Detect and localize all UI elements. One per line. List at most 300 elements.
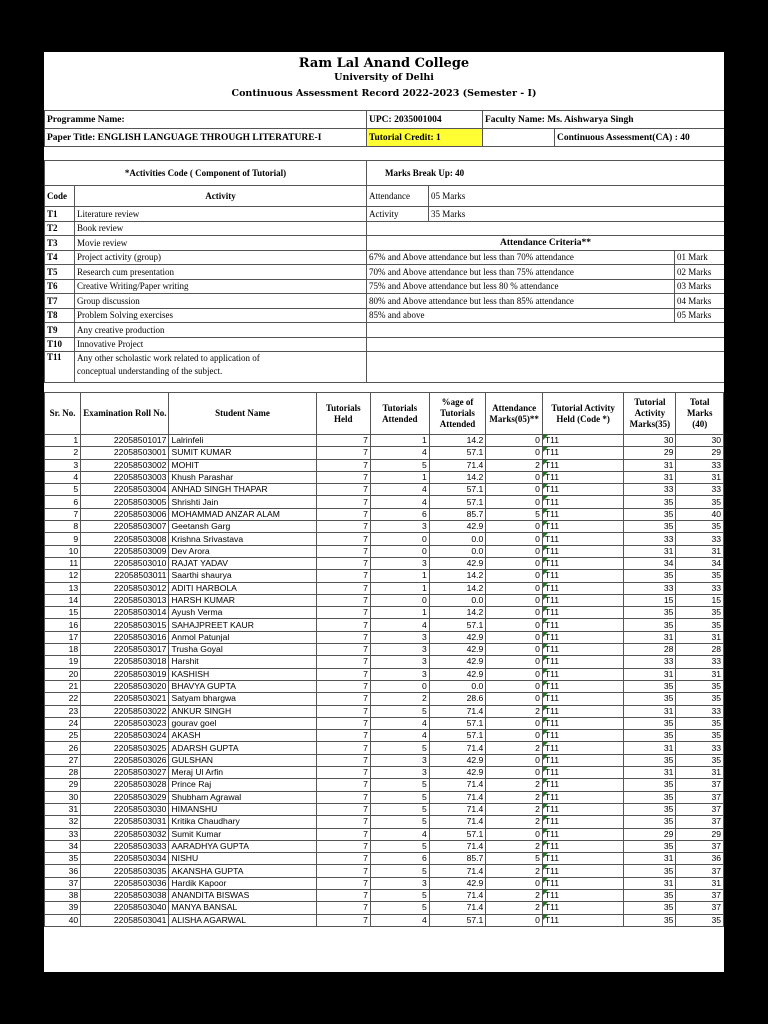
cell-attended: 5 bbox=[370, 705, 429, 717]
cell-held: 7 bbox=[316, 533, 370, 545]
cell-act-marks: 31 bbox=[624, 459, 676, 471]
cell-att-marks: 2 bbox=[486, 840, 543, 852]
criteria-marks: 05 Marks bbox=[675, 308, 725, 323]
cell-code: T11 bbox=[542, 545, 623, 557]
cell-act-marks: 30 bbox=[624, 435, 676, 447]
cell-held: 7 bbox=[316, 791, 370, 803]
cell-code: T11 bbox=[542, 496, 623, 508]
cell-attended: 2 bbox=[370, 693, 429, 705]
activity-code: T1 bbox=[45, 207, 75, 222]
cell-roll: 22058503010 bbox=[81, 557, 169, 569]
cell-held: 7 bbox=[316, 471, 370, 483]
cell-name: Sumit Kumar bbox=[169, 828, 316, 840]
cell-act-marks: 33 bbox=[624, 533, 676, 545]
cell-roll: 22058503023 bbox=[81, 717, 169, 729]
cell-pct: 57.1 bbox=[429, 619, 486, 631]
cell-roll: 22058503034 bbox=[81, 853, 169, 865]
cell-attended: 5 bbox=[370, 459, 429, 471]
cell-roll: 22058503015 bbox=[81, 619, 169, 631]
cell-act-marks: 31 bbox=[624, 631, 676, 643]
table-row bbox=[45, 508, 724, 520]
cell-total: 35 bbox=[676, 730, 724, 742]
cell-act-marks: 33 bbox=[624, 656, 676, 668]
code-header: Code bbox=[45, 186, 75, 207]
cell-name: Krishna Srivastava bbox=[169, 533, 316, 545]
table-row bbox=[45, 754, 724, 766]
cell-held: 7 bbox=[316, 828, 370, 840]
cell-pct: 42.9 bbox=[429, 656, 486, 668]
table-row bbox=[45, 816, 724, 828]
cell-name: BHAVYA GUPTA bbox=[169, 680, 316, 692]
cell-name: ADARSH GUPTA bbox=[169, 742, 316, 754]
cell-held: 7 bbox=[316, 767, 370, 779]
col-act-marks: Tutorial Activity Marks(35) bbox=[624, 393, 676, 435]
cell-att-marks: 0 bbox=[486, 533, 543, 545]
cell-pct: 0.0 bbox=[429, 545, 486, 557]
cell-attended: 3 bbox=[370, 754, 429, 766]
cell-total: 31 bbox=[676, 631, 724, 643]
cell-act-marks: 35 bbox=[624, 803, 676, 815]
cell-total: 33 bbox=[676, 742, 724, 754]
cell-act-marks: 35 bbox=[624, 902, 676, 914]
cell-total: 33 bbox=[676, 459, 724, 471]
cell-code: T11 bbox=[542, 557, 623, 569]
cell-total: 33 bbox=[676, 533, 724, 545]
upc-code: UPC: 2035001004 bbox=[367, 111, 483, 129]
blank-cell bbox=[367, 221, 725, 236]
cell-total: 29 bbox=[676, 828, 724, 840]
cell-pct: 42.9 bbox=[429, 557, 486, 569]
activity-code: T3 bbox=[45, 236, 75, 251]
table-row bbox=[45, 533, 724, 545]
cell-act-marks: 31 bbox=[624, 668, 676, 680]
cell-held: 7 bbox=[316, 865, 370, 877]
cell-attended: 6 bbox=[370, 853, 429, 865]
cell-att-marks: 0 bbox=[486, 496, 543, 508]
cell-code: T11 bbox=[542, 644, 623, 656]
cell-total: 33 bbox=[676, 484, 724, 496]
breakup-label-activity: Activity bbox=[367, 207, 429, 222]
activities-criteria-table bbox=[44, 160, 724, 383]
sheet-header bbox=[44, 56, 724, 99]
cell-act-marks: 35 bbox=[624, 865, 676, 877]
cell-code: T11 bbox=[542, 816, 623, 828]
cell-total: 31 bbox=[676, 668, 724, 680]
cell-code: T11 bbox=[542, 607, 623, 619]
cell-pct: 57.1 bbox=[429, 447, 486, 459]
cell-attended: 4 bbox=[370, 914, 429, 926]
table-row bbox=[45, 914, 724, 926]
activity-code: T9 bbox=[45, 323, 75, 338]
activity-code: T8 bbox=[45, 308, 75, 323]
cell-held: 7 bbox=[316, 742, 370, 754]
cell-code: T11 bbox=[542, 742, 623, 754]
cell-sr: 4 bbox=[45, 471, 81, 483]
cell-sr: 10 bbox=[45, 545, 81, 557]
criteria-marks: 04 Marks bbox=[675, 294, 725, 309]
cell-roll: 22058503001 bbox=[81, 447, 169, 459]
cell-pct: 14.2 bbox=[429, 471, 486, 483]
cell-code: T11 bbox=[542, 754, 623, 766]
cell-act-marks: 29 bbox=[624, 828, 676, 840]
cell-total: 35 bbox=[676, 619, 724, 631]
cell-code: T11 bbox=[542, 717, 623, 729]
cell-act-marks: 33 bbox=[624, 484, 676, 496]
cell-sr: 5 bbox=[45, 484, 81, 496]
table-row bbox=[45, 435, 724, 447]
cell-total: 35 bbox=[676, 607, 724, 619]
cell-act-marks: 35 bbox=[624, 570, 676, 582]
cell-name: Anmol Patunjal bbox=[169, 631, 316, 643]
table-row bbox=[45, 471, 724, 483]
cell-sr: 32 bbox=[45, 816, 81, 828]
cell-pct: 14.2 bbox=[429, 582, 486, 594]
activity-name: Literature review bbox=[75, 207, 367, 222]
table-row bbox=[45, 631, 724, 643]
cell-total: 35 bbox=[676, 754, 724, 766]
cell-attended: 4 bbox=[370, 484, 429, 496]
cell-name: KASHISH bbox=[169, 668, 316, 680]
cell-name: GULSHAN bbox=[169, 754, 316, 766]
activity-name: Problem Solving exercises bbox=[75, 308, 367, 323]
cell-sr: 40 bbox=[45, 914, 81, 926]
cell-held: 7 bbox=[316, 484, 370, 496]
cell-total: 31 bbox=[676, 767, 724, 779]
cell-attended: 3 bbox=[370, 877, 429, 889]
cell-name: Shubham Agrawal bbox=[169, 791, 316, 803]
cell-held: 7 bbox=[316, 889, 370, 901]
blank-cell bbox=[367, 352, 725, 383]
cell-att-marks: 2 bbox=[486, 865, 543, 877]
table-row bbox=[45, 717, 724, 729]
cell-att-marks: 2 bbox=[486, 902, 543, 914]
record-title: Continuous Assessment Record 2022-2023 (Semester - I) bbox=[231, 88, 537, 99]
cell-roll: 22058503011 bbox=[81, 570, 169, 582]
cell-total: 36 bbox=[676, 853, 724, 865]
blank-cell bbox=[367, 323, 725, 338]
faculty-name: Faculty Name: Ms. Aishwarya Singh bbox=[483, 111, 725, 129]
cell-att-marks: 0 bbox=[486, 717, 543, 729]
cell-name: Lalrinfeli bbox=[169, 435, 316, 447]
cell-name: gourav goel bbox=[169, 717, 316, 729]
breakup-label-attendance: Attendance bbox=[367, 186, 429, 207]
cell-att-marks: 0 bbox=[486, 594, 543, 606]
cell-roll: 22058503026 bbox=[81, 754, 169, 766]
cell-attended: 0 bbox=[370, 680, 429, 692]
cell-total: 28 bbox=[676, 644, 724, 656]
cell-act-marks: 33 bbox=[624, 582, 676, 594]
cell-att-marks: 5 bbox=[486, 853, 543, 865]
cell-att-marks: 0 bbox=[486, 557, 543, 569]
cell-name: SAHAJPREET KAUR bbox=[169, 619, 316, 631]
cell-held: 7 bbox=[316, 607, 370, 619]
cell-pct: 0.0 bbox=[429, 680, 486, 692]
cell-att-marks: 0 bbox=[486, 570, 543, 582]
table-row bbox=[45, 545, 724, 557]
cell-held: 7 bbox=[316, 902, 370, 914]
cell-pct: 85.7 bbox=[429, 853, 486, 865]
cell-att-marks: 2 bbox=[486, 779, 543, 791]
cell-attended: 3 bbox=[370, 767, 429, 779]
cell-roll: 22058501017 bbox=[81, 435, 169, 447]
cell-pct: 42.9 bbox=[429, 644, 486, 656]
cell-att-marks: 2 bbox=[486, 791, 543, 803]
cell-attended: 5 bbox=[370, 816, 429, 828]
cell-held: 7 bbox=[316, 717, 370, 729]
cell-name: HARSH KUMAR bbox=[169, 594, 316, 606]
cell-name: Saarthi shaurya bbox=[169, 570, 316, 582]
criteria-rule: 67% and Above attendance but less than 70% attendance bbox=[367, 250, 675, 265]
cell-pct: 57.1 bbox=[429, 717, 486, 729]
cell-pct: 0.0 bbox=[429, 533, 486, 545]
cell-name: Hardik Kapoor bbox=[169, 877, 316, 889]
cell-sr: 25 bbox=[45, 730, 81, 742]
cell-code: T11 bbox=[542, 521, 623, 533]
cell-held: 7 bbox=[316, 619, 370, 631]
cell-attended: 5 bbox=[370, 779, 429, 791]
cell-code: T11 bbox=[542, 656, 623, 668]
cell-act-marks: 35 bbox=[624, 889, 676, 901]
cell-attended: 3 bbox=[370, 557, 429, 569]
table-row bbox=[45, 742, 724, 754]
cell-act-marks: 34 bbox=[624, 557, 676, 569]
cell-code: T11 bbox=[542, 705, 623, 717]
cell-pct: 42.9 bbox=[429, 631, 486, 643]
cell-name: SUMIT KUMAR bbox=[169, 447, 316, 459]
cell-att-marks: 2 bbox=[486, 816, 543, 828]
cell-att-marks: 0 bbox=[486, 545, 543, 557]
cell-roll: 22058503030 bbox=[81, 803, 169, 815]
cell-attended: 1 bbox=[370, 607, 429, 619]
cell-roll: 22058503013 bbox=[81, 594, 169, 606]
cell-held: 7 bbox=[316, 508, 370, 520]
cell-roll: 22058503016 bbox=[81, 631, 169, 643]
cell-held: 7 bbox=[316, 914, 370, 926]
cell-sr: 38 bbox=[45, 889, 81, 901]
cell-att-marks: 0 bbox=[486, 877, 543, 889]
cell-sr: 9 bbox=[45, 533, 81, 545]
cell-sr: 21 bbox=[45, 680, 81, 692]
marks-breakup-heading bbox=[367, 161, 725, 186]
cell-name: RAJAT YADAV bbox=[169, 557, 316, 569]
cell-attended: 5 bbox=[370, 902, 429, 914]
cell-pct: 57.1 bbox=[429, 914, 486, 926]
cell-code: T11 bbox=[542, 533, 623, 545]
cell-att-marks: 2 bbox=[486, 803, 543, 815]
cell-code: T11 bbox=[542, 730, 623, 742]
cell-name: Dev Arora bbox=[169, 545, 316, 557]
cell-roll: 22058503020 bbox=[81, 680, 169, 692]
cell-sr: 24 bbox=[45, 717, 81, 729]
cell-roll: 22058503009 bbox=[81, 545, 169, 557]
cell-act-marks: 31 bbox=[624, 545, 676, 557]
cell-name: Geetansh Garg bbox=[169, 521, 316, 533]
cell-pct: 42.9 bbox=[429, 767, 486, 779]
cell-held: 7 bbox=[316, 693, 370, 705]
cell-held: 7 bbox=[316, 853, 370, 865]
table-row bbox=[45, 459, 724, 471]
cell-total: 29 bbox=[676, 447, 724, 459]
cell-att-marks: 2 bbox=[486, 889, 543, 901]
table-row bbox=[45, 889, 724, 901]
cell-roll: 22058503002 bbox=[81, 459, 169, 471]
cell-roll: 22058503008 bbox=[81, 533, 169, 545]
cell-pct: 14.2 bbox=[429, 570, 486, 582]
cell-roll: 22058503031 bbox=[81, 816, 169, 828]
cell-sr: 1 bbox=[45, 435, 81, 447]
cell-name: ANKUR SINGH bbox=[169, 705, 316, 717]
table-row bbox=[45, 594, 724, 606]
attendance-criteria-heading: Attendance Criteria** bbox=[367, 236, 725, 251]
cell-sr: 3 bbox=[45, 459, 81, 471]
cell-total: 31 bbox=[676, 877, 724, 889]
cell-name: MOHIT bbox=[169, 459, 316, 471]
cell-held: 7 bbox=[316, 705, 370, 717]
cell-code: T11 bbox=[542, 508, 623, 520]
cell-attended: 4 bbox=[370, 619, 429, 631]
col-roll: Examination Roll No. bbox=[81, 393, 169, 435]
cell-att-marks: 2 bbox=[486, 459, 543, 471]
activity-name: Any creative production bbox=[75, 323, 367, 338]
cell-act-marks: 35 bbox=[624, 619, 676, 631]
cell-att-marks: 0 bbox=[486, 828, 543, 840]
cell-total: 33 bbox=[676, 705, 724, 717]
cell-code: T11 bbox=[542, 877, 623, 889]
tutorial-credit: Tutorial Credit: 1 bbox=[367, 129, 483, 147]
cell-pct: 71.4 bbox=[429, 840, 486, 852]
cell-attended: 0 bbox=[370, 545, 429, 557]
cell-sr: 20 bbox=[45, 668, 81, 680]
cell-act-marks: 31 bbox=[624, 705, 676, 717]
cell-attended: 4 bbox=[370, 447, 429, 459]
cell-pct: 14.2 bbox=[429, 607, 486, 619]
cell-roll: 22058503019 bbox=[81, 668, 169, 680]
cell-name: ANHAD SINGH THAPAR bbox=[169, 484, 316, 496]
cell-attended: 1 bbox=[370, 570, 429, 582]
cell-act-marks: 35 bbox=[624, 840, 676, 852]
cell-held: 7 bbox=[316, 816, 370, 828]
cell-total: 37 bbox=[676, 791, 724, 803]
cell-roll: 22058503038 bbox=[81, 889, 169, 901]
cell-roll: 22058503027 bbox=[81, 767, 169, 779]
cell-total: 33 bbox=[676, 582, 724, 594]
cell-held: 7 bbox=[316, 521, 370, 533]
cell-att-marks: 5 bbox=[486, 508, 543, 520]
cell-total: 37 bbox=[676, 840, 724, 852]
cell-pct: 0.0 bbox=[429, 594, 486, 606]
cell-sr: 33 bbox=[45, 828, 81, 840]
assessment-sheet bbox=[44, 52, 724, 972]
cell-att-marks: 2 bbox=[486, 705, 543, 717]
criteria-rule: 80% and Above attendance but less than 85% attendance bbox=[367, 294, 675, 309]
students-table bbox=[44, 392, 724, 927]
cell-code: T11 bbox=[542, 840, 623, 852]
cell-name: Satyam bhargwa bbox=[169, 693, 316, 705]
cell-act-marks: 35 bbox=[624, 914, 676, 926]
cell-att-marks: 0 bbox=[486, 767, 543, 779]
cell-pct: 28.6 bbox=[429, 693, 486, 705]
cell-total: 35 bbox=[676, 680, 724, 692]
cell-att-marks: 0 bbox=[486, 680, 543, 692]
cell-sr: 39 bbox=[45, 902, 81, 914]
cell-code: T11 bbox=[542, 902, 623, 914]
cell-sr: 14 bbox=[45, 594, 81, 606]
cell-name: Khush Parashar bbox=[169, 471, 316, 483]
cell-name: AKASH bbox=[169, 730, 316, 742]
table-row bbox=[45, 791, 724, 803]
cell-total: 37 bbox=[676, 816, 724, 828]
cell-act-marks: 35 bbox=[624, 496, 676, 508]
table-row bbox=[45, 668, 724, 680]
university-name: University of Delhi bbox=[334, 72, 434, 83]
cell-code: T11 bbox=[542, 631, 623, 643]
col-attended: Tutorials Attended bbox=[370, 393, 429, 435]
breakup-value-attendance: 05 Marks bbox=[429, 186, 725, 207]
cell-roll: 22058503004 bbox=[81, 484, 169, 496]
table-row bbox=[45, 496, 724, 508]
table-row bbox=[45, 656, 724, 668]
cell-sr: 13 bbox=[45, 582, 81, 594]
students-body bbox=[45, 435, 724, 927]
table-row bbox=[45, 680, 724, 692]
cell-code: T11 bbox=[542, 803, 623, 815]
cell-att-marks: 0 bbox=[486, 521, 543, 533]
cell-sr: 31 bbox=[45, 803, 81, 815]
cell-att-marks: 0 bbox=[486, 754, 543, 766]
criteria-marks: 03 Marks bbox=[675, 279, 725, 294]
activity-name bbox=[75, 352, 367, 383]
cell-act-marks: 35 bbox=[624, 521, 676, 533]
cell-name: MOHAMMAD ANZAR ALAM bbox=[169, 508, 316, 520]
cell-att-marks: 0 bbox=[486, 447, 543, 459]
cell-total: 37 bbox=[676, 803, 724, 815]
activity-name: Creative Writing/Paper writing bbox=[75, 279, 367, 294]
cell-total: 37 bbox=[676, 865, 724, 877]
cell-code: T11 bbox=[542, 668, 623, 680]
cell-held: 7 bbox=[316, 447, 370, 459]
cell-name: ANANDITA BISWAS bbox=[169, 889, 316, 901]
criteria-rule: 85% and above bbox=[367, 308, 675, 323]
programme-info-table bbox=[44, 110, 724, 147]
cell-total: 40 bbox=[676, 508, 724, 520]
criteria-rule: 70% and Above attendance but less than 75% attendance bbox=[367, 265, 675, 280]
cell-sr: 22 bbox=[45, 693, 81, 705]
table-row bbox=[45, 779, 724, 791]
cell-att-marks: 0 bbox=[486, 693, 543, 705]
activity-name: Innovative Project bbox=[75, 337, 367, 352]
cell-attended: 4 bbox=[370, 828, 429, 840]
activity-code: T2 bbox=[45, 221, 75, 236]
cell-sr: 11 bbox=[45, 557, 81, 569]
cell-held: 7 bbox=[316, 557, 370, 569]
col-pct: %age of Tutorials Attended bbox=[429, 393, 486, 435]
activity-header: Activity bbox=[75, 186, 367, 207]
cell-pct: 42.9 bbox=[429, 754, 486, 766]
activities-heading: *Activities Code ( Component of Tutorial) bbox=[45, 161, 367, 186]
col-code: Tutorial Activity Held (Code *) bbox=[542, 393, 623, 435]
college-name: Ram Lal Anand College bbox=[298, 56, 470, 71]
cell-sr: 7 bbox=[45, 508, 81, 520]
programme-name-label: Programme Name: bbox=[45, 111, 367, 129]
cell-attended: 1 bbox=[370, 582, 429, 594]
activity-name: Research cum presentation bbox=[75, 265, 367, 280]
cell-held: 7 bbox=[316, 840, 370, 852]
cell-sr: 36 bbox=[45, 865, 81, 877]
cell-act-marks: 29 bbox=[624, 447, 676, 459]
activity-code: T6 bbox=[45, 279, 75, 294]
cell-act-marks: 31 bbox=[624, 742, 676, 754]
col-held: Tutorials Held bbox=[316, 393, 370, 435]
